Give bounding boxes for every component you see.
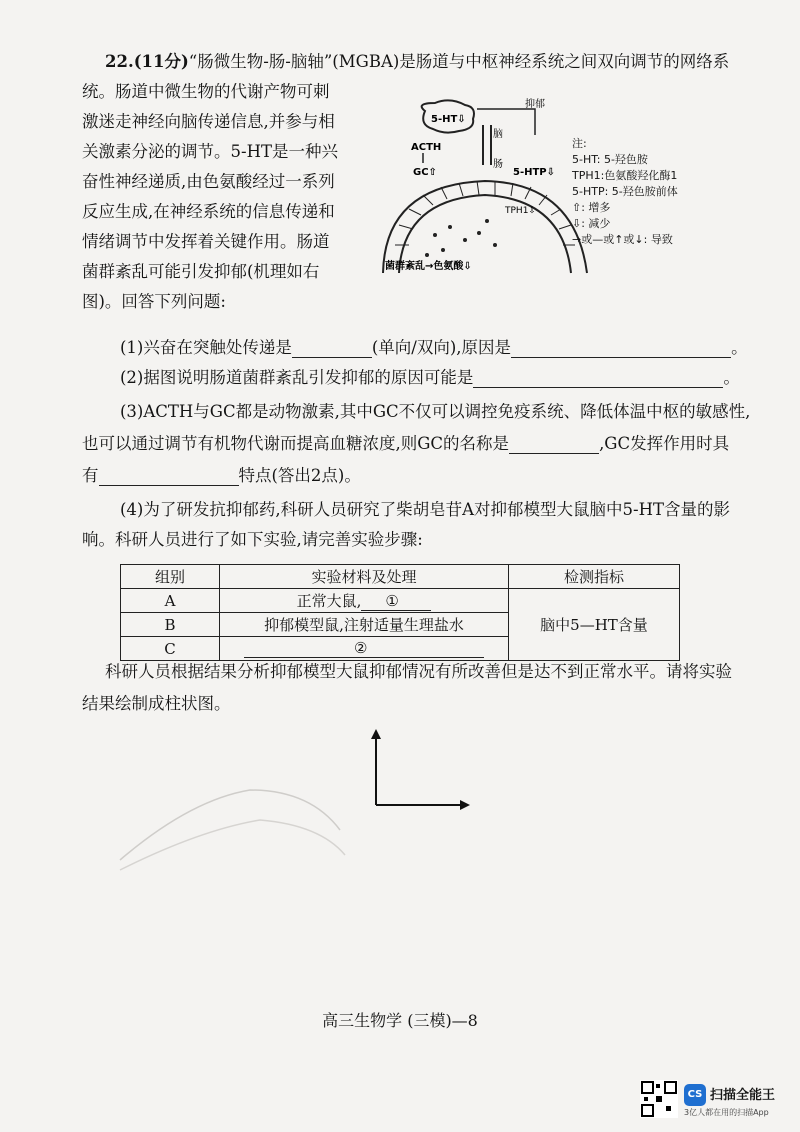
after-text-line2: 结果绘制成柱状图。 <box>82 694 231 713</box>
qr-code-icon <box>640 1080 678 1118</box>
legend-item: ⇩: 减少 <box>572 217 611 230</box>
intro-line: 激迷走神经向脑传递信息,并参与相 <box>82 112 335 131</box>
label-depression: 抑郁 <box>525 99 545 110</box>
experiment-table <box>120 564 680 661</box>
answer-blank-q1a[interactable] <box>292 339 372 358</box>
badge-title: 扫描全能王 <box>710 1088 776 1103</box>
answer-blank-q1b[interactable] <box>511 339 731 358</box>
scanner-watermark <box>640 1080 790 1120</box>
arrow-to-depression <box>477 109 535 135</box>
cs-logo-icon: CS <box>684 1084 706 1106</box>
table-header-row <box>121 565 680 589</box>
legend-item: →或—或↑或↓: 导致 <box>572 233 673 246</box>
question-4-line2: 响。科研人员进行了如下实验,请完善实验步骤: <box>82 530 423 549</box>
label-acth: ACTH <box>411 142 442 153</box>
y-axis-arrow-icon <box>371 729 381 739</box>
question-3-line2: 也可以通过调节有机物代谢而提高血糖浓度,则GC的名称是 ,GC发挥作用时具 <box>82 434 730 453</box>
answer-blank-2[interactable]: ② <box>244 639 484 658</box>
question-4-line1: (4)为了研发抗抑郁药,科研人员研究了柴胡皂苷A对抑郁模型大鼠脑中5-HT含量的影 <box>120 500 731 519</box>
table-cell <box>220 637 509 661</box>
bleed-through-graphic <box>110 770 370 890</box>
table-header: 检测指标 <box>509 565 680 589</box>
table-header: 实验材料及处理 <box>220 565 509 589</box>
legend-title: 注: <box>572 137 587 150</box>
question-intro-line1 <box>105 52 729 72</box>
intro-line: 奋性神经递质,由色氨酸经过一系列 <box>82 172 335 191</box>
intro-line: 图)。回答下列问题: <box>82 292 226 311</box>
badge-subtitle: 3亿人都在用的扫描App <box>684 1108 769 1117</box>
x-axis-arrow-icon <box>460 800 470 810</box>
intro-line: 反应生成,在神经系统的信息传递和 <box>82 202 335 221</box>
question-number: 22.(11分) <box>105 52 189 71</box>
label-tph1: TPH1⇩ <box>505 206 536 216</box>
intro-line: 菌群紊乱可能引发抑郁(机理如右 <box>82 262 320 281</box>
table-cell-indicator: 脑中5—HT含量 <box>509 589 680 661</box>
answer-blank-q3b[interactable] <box>99 467 239 486</box>
blank-bar-chart-axes[interactable] <box>360 725 480 815</box>
label-brain: 脑 <box>493 129 503 140</box>
table-cell: B <box>121 613 220 637</box>
intro-text: “肠微生物-肠-脑轴”(MGBA)是肠道与中枢神经系统之间双向调节的网络系 <box>188 52 730 71</box>
legend-item: TPH1:色氨酸羟化酶1 <box>572 169 678 182</box>
answer-blank-1[interactable]: ① <box>361 592 431 611</box>
table-cell: A <box>121 589 220 613</box>
question-1: (1)兴奋在突触处传递是 (单向/双向),原因是 。 <box>120 338 748 357</box>
table-header: 组别 <box>121 565 220 589</box>
intro-line: 统。肠道中微生物的代谢产物可刺 <box>82 82 330 101</box>
question-3-line3: 有 特点(答出2点)。 <box>82 466 361 485</box>
label-5ht: 5-HT⇩ <box>431 114 466 125</box>
answer-blank-q2[interactable] <box>473 369 723 388</box>
intro-line: 情绪调节中发挥着关键作用。肠道 <box>82 232 330 251</box>
diagram-legend <box>572 136 678 248</box>
table-row <box>121 589 680 613</box>
table-cell: C <box>121 637 220 661</box>
question-3-line1: (3)ACTH与GC都是动物激素,其中GC不仅可以调控免疫系统、降低体温中枢的敏感性, <box>120 402 751 421</box>
legend-item: 5-HT: 5-羟色胺 <box>572 153 648 166</box>
page-footer: 高三生物学 (三模)—8 <box>322 1011 478 1030</box>
answer-blank-q3a[interactable] <box>509 435 599 454</box>
table-cell: 正常大鼠, ① <box>220 589 509 613</box>
after-text-line1: 科研人员根据结果分析抑郁模型大鼠抑郁情况有所改善但是达不到正常水平。请将实验 <box>105 662 732 681</box>
legend-item: ⇧: 增多 <box>572 201 611 214</box>
label-bottom: 菌群紊乱→色氨酸⇩ <box>385 261 472 272</box>
question-2: (2)据图说明肠道菌群紊乱引发抑郁的原因可能是 。 <box>120 368 740 387</box>
label-5htp: 5-HTP⇩ <box>513 167 556 178</box>
label-gut: 肠 <box>493 159 503 170</box>
label-gc: GC⇧ <box>413 167 437 178</box>
table-cell: 抑郁模型鼠,注射适量生理盐水 <box>220 613 509 637</box>
legend-item: 5-HTP: 5-羟色胺前体 <box>572 185 678 198</box>
intro-line: 关激素分泌的调节。5-HT是一种兴 <box>82 142 338 161</box>
